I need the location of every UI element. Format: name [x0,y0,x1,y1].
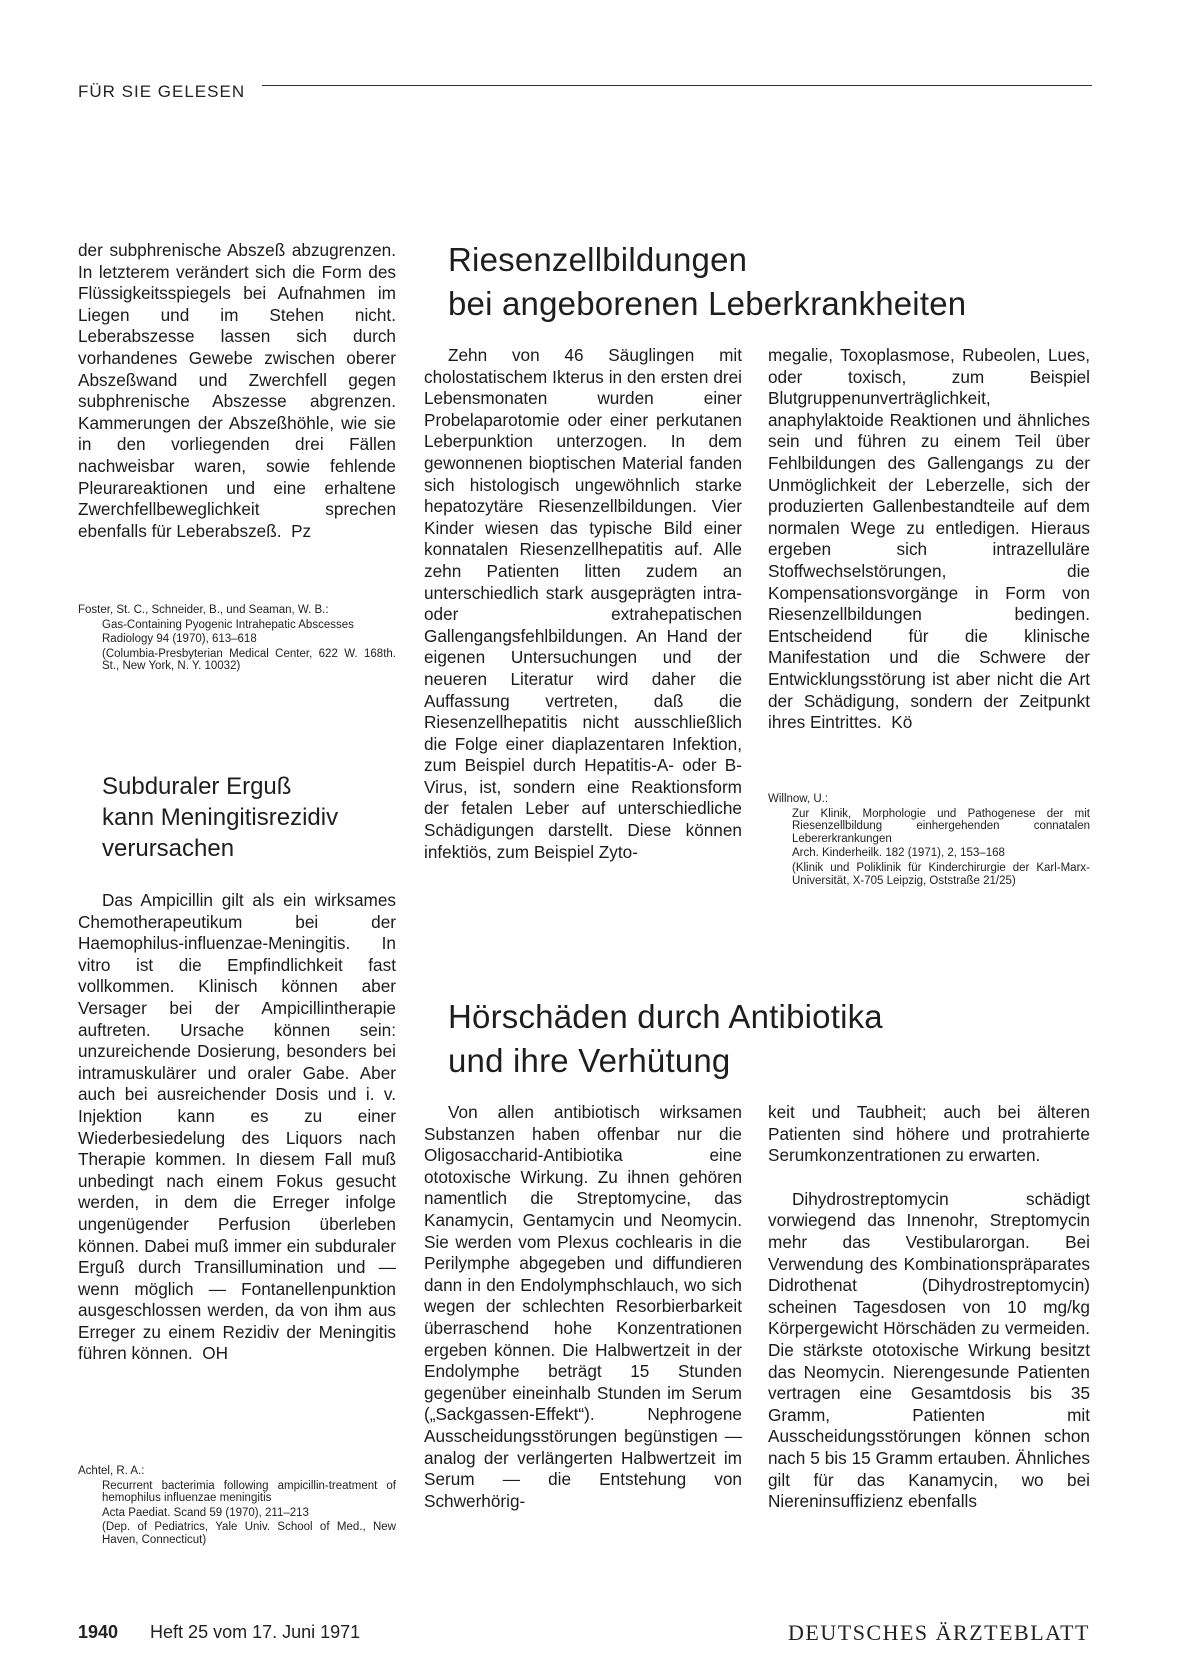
article-title-subdural: Subduraler Erguß kann Meningitisrezidiv verursachen [102,773,339,862]
article-signature: Kö [891,712,913,733]
article-title-riesenzell: Riesenzellbildungen bei angeborenen Leberkrankheiten [448,241,967,322]
issue-info: Heft 25 vom 17. Juni 1971 [150,1622,361,1642]
section-header: FÜR SIE GELESEN [78,82,246,101]
ref-title: Zur Klinik, Morphologie und Pathogenese der mit Riesenzellbildung einhergehenden connatalen Lebererkrankungen [792,807,1090,845]
article-col2-hoerschaeden [768,1102,1090,1513]
continuation-reference [78,604,396,675]
article-col2-riesenzell [768,345,1090,734]
page-number: 1940 [78,1622,119,1642]
article-title-hoerschaeden: Hörschäden durch Antibiotika und ihre Verhütung [448,998,883,1079]
ref-journal: Acta Paediat. Scand 59 (1970), 211–213 [102,1506,309,1519]
article-text: Zehn von 46 Säuglingen mit cholostatischem Ikterus in den ersten drei Lebensmonaten wurden einer Probelaparotomie oder einer perkutanen Leberpunktion unterzogen. In dem gewonnenen bioptischen Material fanden sich histologisch ungewöhnlich starke hepatozytäre Riesenzellbildungen. Vier Kinder wiesen das typische Bild einer konnatalen Riesenzellhepatitis auf. Alle zehn Patienten litten zudem an unterschiedlich stark ausgeprägten intra- oder extrahepatischen Gallengangsfehlbildungen. An Hand der eigenen Untersuchungen und der neueren Literatur wird daher die Auffassung vertreten, daß die Riesenzellhepatitis nicht ausschließlich die Folge einer diaplazentaren Infektion, zum Beispiel durch Hepatitis-A- oder B-Virus, ist, sondern eine Reaktionsform der fetalen Leber auf unterschiedliche Schädigungen darstellt. Diese können infektiös, zum Beispiel Zyto- [424,345,742,862]
reference-riesenzell [768,793,1090,889]
header-rule [262,85,1092,86]
ref-title: Gas-Containing Pyogenic Intrahepatic Abscesses [102,618,354,631]
article-text: Von allen antibiotisch wirksamen Substanzen haben offenbar nur die Oligosaccharid-Antibiotika eine ototoxische Wirkung. Zu ihnen gehören namentlich die Streptomycine, das Kanamycin, Gentamycin und Neomycin. Sie werden vom Plexus cochlearis in die Perilymphe abgegeben und diffundieren dann in den Endolymphschlauch, wo sich wegen der schlechten Resorbierbarkeit überraschend hohe Konzentrationen ergeben können. Die Halbwertzeit in der Endolymphe beträgt 15 Stunden gegenüber eineinhalb Stunden im Serum („Sackgassen-Effekt“). Nephrogene Ausscheidungsstörungen begünstigen — analog der verlängerten Halbwertzeit im Serum — die Entstehung von Schwerhörig- [424,1102,742,1511]
footer-left [78,1622,360,1643]
article-text: megalie, Toxoplasmose, Rubeolen, Lues, oder toxisch, zum Beispiel Blutgruppenunverträglichkeit, anaphylaktoide Reaktionen und ähnliches sein und führen zu einem Teil über Fehlbildungen des Gallengangs zu der Unmöglichkeit der Leberzelle, sich der produzierten Gallenbestandteile auf dem normalen Wege zu entledigen. Hieraus ergeben sich intrazelluläre Stoffwechselstörungen, die Kompensationsvorgänge in Form von Riesenzellbildungen bedingen. Entscheidend für die klinische Manifestation und die Schwere der Entwicklungsstörung ist aber nicht die Art der Schädigung, sondern der Zeitpunkt ihres Eintrittes. [768,345,1090,733]
article-text-p1: keit und Taubheit; auch bei älteren Patienten sind höhere und protrahierte Serumkonzentrationen zu erwarten. [768,1102,1090,1166]
article-col1-hoerschaeden [424,1102,742,1512]
ref-address: (Klinik und Poliklinik für Kinderchirurgie der Karl-Marx-Universität, X-705 Leipzig, Oststraße 21/25) [792,861,1090,887]
article-signature: OH [202,1343,229,1364]
ref-title: Recurrent bacterimia following ampicillin-treatment of hemophilus influenzae meningitis [102,1479,396,1505]
article-body-text: Das Ampicillin gilt als ein wirksames Chemotherapeutikum bei der Haemophilus-influenzae-Meningitis. In vitro ist die Empfindlichkeit fast vollkommen. Klinisch können aber Versager bei der Ampicillintherapie auftreten. Ursache können sein: unzureichende Dosierung, besonders bei intramuskulärer und oraler Gabe. Aber auch bei ausreichender Dosis und i. v. Injektion kann es zu einer Wiederbesiedelung des Liquors nach Therapie kommen. In diesem Fall muß unbedingt nach einem Fokus gesucht werden, in dem die Erreger infolge ungenügender Perfusion überleben können. Dabei muß immer ein subduraler Erguß durch Transillumination und — wenn möglich — Fontanellenpunktion ausgeschlossen werden, da von ihm aus Erreger zu einem Rezidiv der Meningitis führen können. [78,890,396,1364]
ref-authors: Willnow, U.: [768,793,829,805]
article-col1-riesenzell [424,345,742,863]
ref-address: (Columbia-Presbyterian Medical Center, 622 W. 168th. St., New York, N. Y. 10032) [102,647,396,673]
ref-journal: Radiology 94 (1970), 613–618 [102,633,257,646]
ref-authors: Achtel, R. A.: [78,1465,145,1477]
ref-authors: Foster, St. C., Schneider, B., und Seaman, W. B.: [78,604,329,616]
article-body-subdural [78,890,396,1365]
continuation-signature: Pz [291,520,312,541]
article-text-p2: Dihydrostreptomycin schädigt vorwiegend das Innenohr, Streptomycin mehr das Vestibularorgan. Bei Verwendung des Kombinationspräparates Didrothenat (Dihydrostreptomycin) scheinen Tagesdosen von 10 mg/kg Körpergewicht Hörschäden zu vermeiden. Die stärkste ototoxische Wirkung besitzt das Neomycin. Nierengesunde Patienten vertragen eine Gesamtdosis bis 35 Gramm, Patienten mit Ausscheidungsstörungen können schon nach 5 bis 15 Gramm ertauben. Ähnliches gilt für das Kanamycin, wo bei Niereninsuffizienz ebenfalls [768,1188,1090,1512]
continuation-text-block [78,240,396,542]
continuation-text: der subphrenische Abszeß abzugrenzen. In letzterem verändert sich die Form des Flüssigkeitsspiegels bei Aufnahmen im Liegen und im Stehen nicht. Leberabszesse lassen sich durch vorhandenes Gewebe zwischen oberer Abszeßwand und Zwerchfell gegen subphrenische Abszesse abgrenzen. Kammerungen der Abszeßhöhle, wie sie in den vorliegenden drei Fällen nachweisbar waren, sowie fehlende Pleurareaktionen und eine erhaltene Zwerchfellbeweglichkeit sprechen ebenfalls für Leberabszeß. [78,240,396,541]
ref-address: (Dep. of Pediatrics, Yale Univ. School of Med., New Haven, Connecticut) [102,1521,396,1546]
ref-journal: Arch. Kinderheilk. 182 (1971), 2, 153–168 [792,847,1005,860]
journal-name: DEUTSCHES ÄRZTEBLATT [788,1620,1090,1645]
reference-subdural [78,1465,396,1549]
